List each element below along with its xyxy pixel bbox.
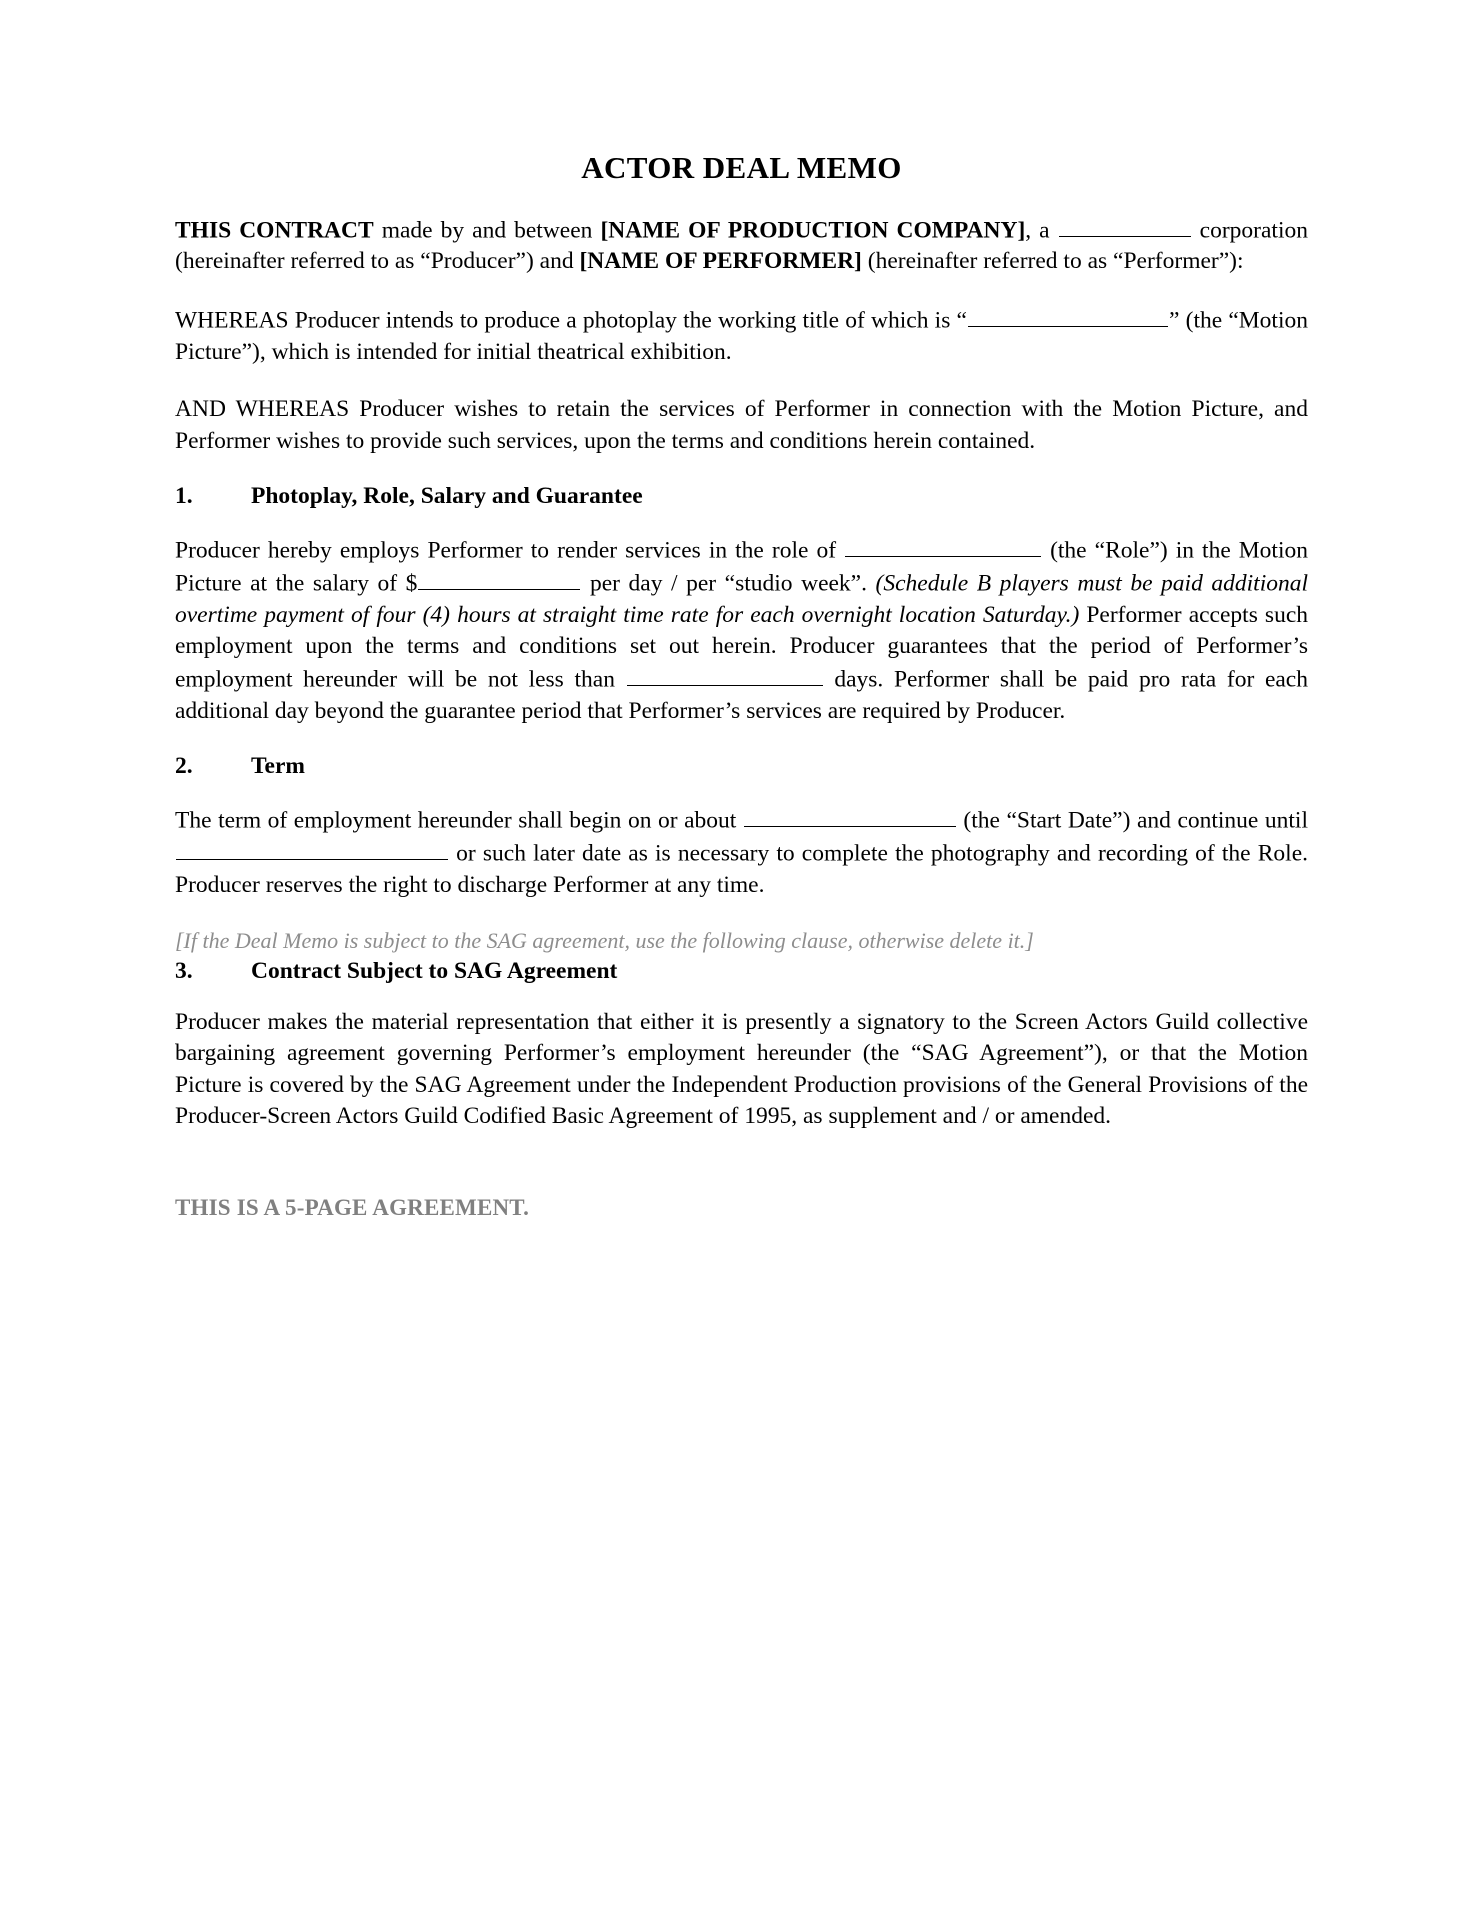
section-2-text-2: (the “Start Date”) and continue until (956, 807, 1308, 834)
blank-end-date[interactable] (176, 837, 448, 860)
and-whereas-paragraph (175, 394, 1308, 457)
section-1-text-3: per day / per “studio week”. (581, 570, 876, 597)
blank-start-date[interactable] (744, 804, 956, 827)
preamble-paragraph (175, 214, 1308, 278)
agreement-length-note: THIS IS A 5-PAGE AGREEMENT. (175, 1194, 530, 1220)
and-whereas-lead: AND WHEREAS (175, 396, 350, 423)
sag-editor-note: [If the Deal Memo is subject to the SAG agreement, use the following clause, otherwise delete it.] (175, 928, 1034, 954)
preamble-text-2: , a (1025, 216, 1058, 243)
blank-role[interactable] (845, 534, 1041, 557)
whereas-paragraph (175, 304, 1308, 368)
section-1-text-1: Producer hereby employs Performer to render services in the role of (175, 537, 845, 564)
section-2-text-3: or such later date as is necessary to complete the photography and recording of the Role. Producer reserves the right to discharge Performer at any time. (175, 840, 1308, 898)
section-1-text-5: days. Performer shall be paid pro rata for each additional day beyond the guarantee period that Performer’s services are required by Producer. (175, 666, 1308, 724)
preamble-lead-bold: THIS CONTRACT (175, 216, 374, 243)
blank-salary[interactable] (418, 567, 580, 590)
section-1-italic-note: (Schedule B players must be paid additional overtime payment of four (4) hours at straight time rate for each overnight location Saturday.) (175, 570, 1309, 628)
section-heading-2 (175, 753, 1308, 780)
section-title-3: Contract Subject to SAG Agreement (251, 957, 618, 984)
blank-working-title[interactable] (968, 304, 1168, 327)
blank-corporation-jurisdiction[interactable] (1059, 214, 1191, 237)
section-3-body: Producer makes the material representation that either it is presently a signatory to the Screen Actors Guild collective bargaining agreement governing Performer’s employment hereunder (the “SAG Agreement”), or that the Motion Picture is covered by the SAG Agreement under the Independent Production provisions of the General Provisions of the Producer-Screen Actors Guild Codified Basic Agreement of 1995, as supplement and / or amended. (175, 1008, 1308, 1130)
section-1-body (175, 534, 1308, 727)
section-number-2: 2. (175, 753, 193, 780)
performer-name-placeholder: [NAME OF PERFORMER] (579, 248, 862, 275)
whereas-lead: WHEREAS (175, 307, 289, 334)
section-title-1: Photoplay, Role, Salary and Guarantee (251, 483, 643, 510)
and-whereas-text: Producer wishes to retain the services of Performer in connection with the Motion Picture, and Performer wishes to provide such services, upon the terms and conditions herein contained. (175, 396, 1308, 454)
section-2-body (175, 804, 1308, 901)
section-number-3: 3. (175, 957, 193, 984)
preamble-text-4: (hereinafter referred to as “Performer”): (861, 248, 1244, 275)
page-title: ACTOR DEAL MEMO (581, 150, 902, 185)
section-number-1: 1. (175, 483, 193, 510)
section-1-text-2: (the “Role”) in the Motion Picture at the salary of $ (175, 537, 1308, 597)
preamble-text-1: made by and between (373, 216, 601, 243)
section-heading-3 (175, 958, 1308, 985)
preamble-text-3: corporation (hereinafter referred to as “Producer”) and (175, 216, 1308, 275)
blank-guarantee-days[interactable] (627, 663, 823, 686)
section-title-2: Term (251, 753, 305, 780)
production-company-placeholder: [NAME OF PRODUCTION COMPANY] (600, 216, 1026, 243)
section-2-text-1: The term of employment hereunder shall begin on or about (175, 807, 743, 834)
whereas-text-2: ” (the “Motion Picture”), which is intended for initial theatrical exhibition. (175, 307, 1308, 365)
section-heading-1 (175, 483, 1308, 510)
whereas-text-1: Producer intends to produce a photoplay the working title of which is “ (288, 307, 967, 334)
section-1-text-4: Performer accepts such employment upon the terms and conditions set out herein. Producer guarantees that the period of Performer’s employment hereunder will be not less than (175, 601, 1308, 693)
